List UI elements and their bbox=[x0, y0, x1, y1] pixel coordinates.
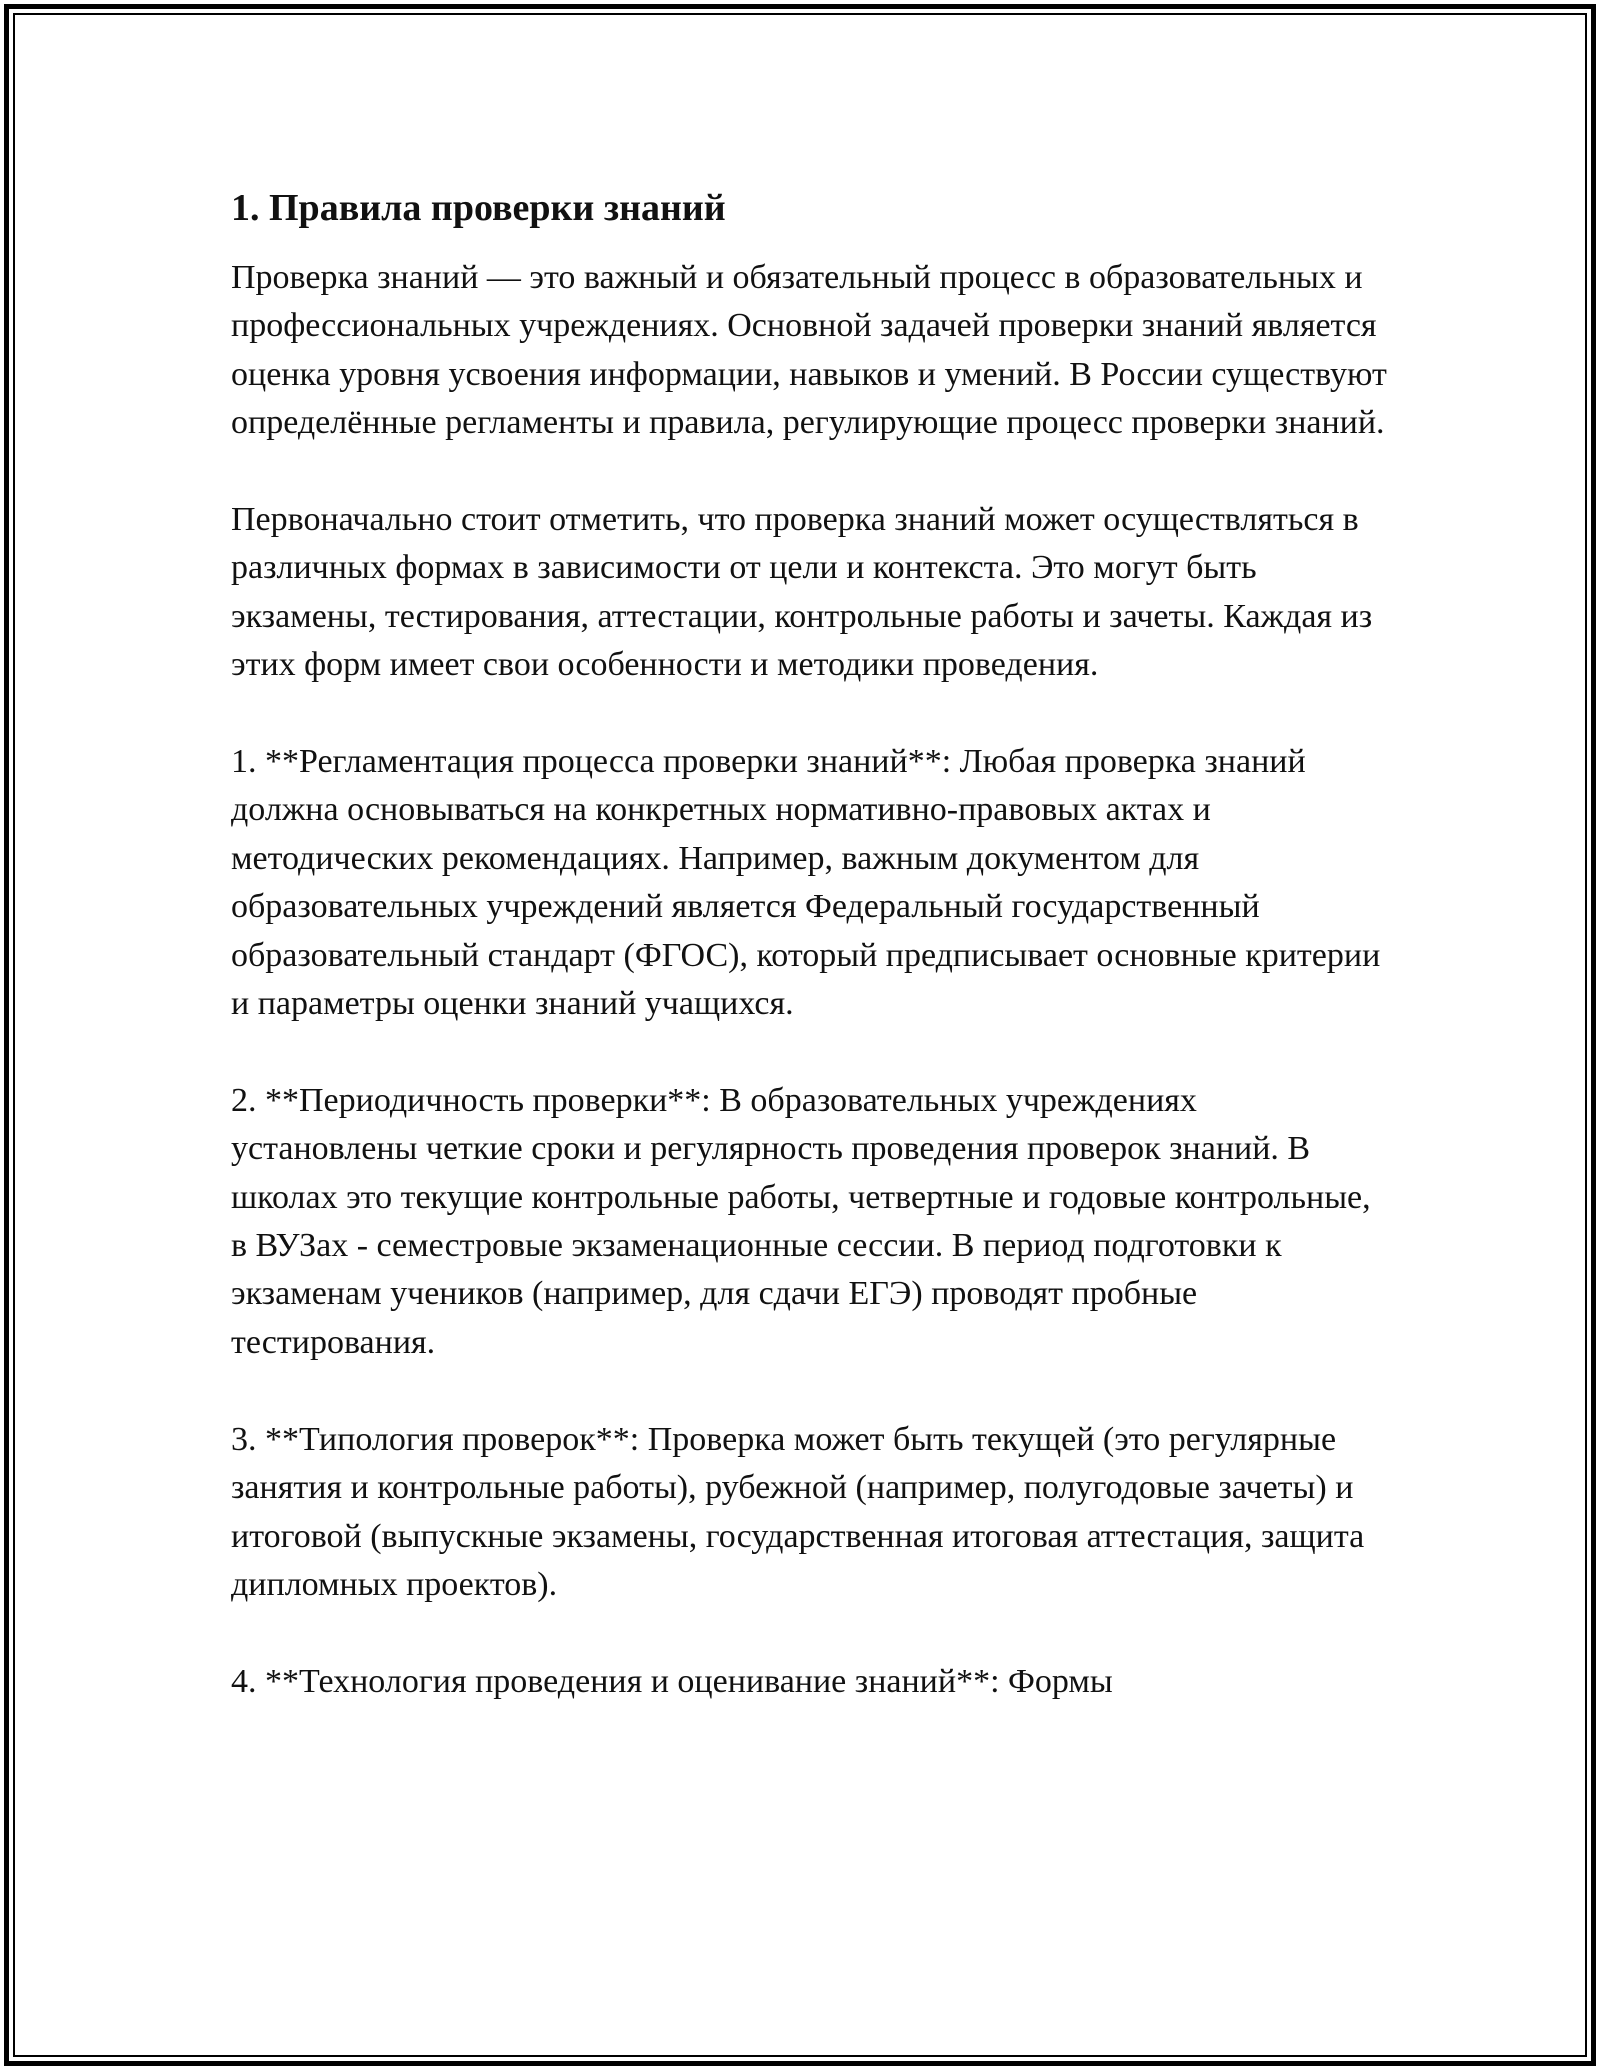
document-body bbox=[231, 184, 1391, 1755]
paragraph-intro: Проверка знаний — это важный и обязательный процесс в образовательных и профессиональных учреждениях. Основной задачей проверки знаний является оценка уровня усвоения информации, навыков и умений. В России существуют определённые регламенты и правила, регулирующие процесс проверки знаний. bbox=[231, 259, 1387, 442]
paragraph-forms: Первоначально стоит отметить, что проверка знаний может осуществляться в различных формах в зависимости от цели и контекста. Это могут быть экзамены, тестирования, аттестации, контрольные работы и зачеты. Каждая из этих форм имеет свои особенности и методики проведения. bbox=[231, 501, 1373, 684]
paragraph-item-2: 2. **Периодичность проверки**: В образовательных учреждениях установлены четкие сроки и регулярность проведения проверок знаний. В школах это текущие контрольные работы, четвертные и годовые контрольные, в ВУЗах - семестровые экзаменационные сессии. В период подготовки к экзаменам учеников (например, для сдачи ЕГЭ) проводят пробные тестирования. bbox=[231, 1081, 1371, 1361]
paragraph-item-1: 1. **Регламентация процесса проверки знаний**: Любая проверка знаний должна основываться на конкретных нормативно-правовых актах и методических рекомендациях. Например, важным документом для образовательных учреждений является Федеральный государственный образовательный стандарт (ФГОС), который предписывает основные критерии и параметры оценки знаний учащихся. bbox=[231, 743, 1381, 1023]
document-title: 1. Правила проверки знаний bbox=[231, 187, 726, 229]
paragraph-item-3: 3. **Типология проверок**: Проверка может быть текущей (это регулярные занятия и контрольные работы), рубежной (например, полугодовые зачеты) и итоговой (выпускные экзамены, государственная итоговая аттестация, защита дипломных проектов). bbox=[231, 1420, 1365, 1603]
paragraph-item-4: 4. **Технология проведения и оценивание знаний**: Формы bbox=[231, 1662, 1113, 1700]
